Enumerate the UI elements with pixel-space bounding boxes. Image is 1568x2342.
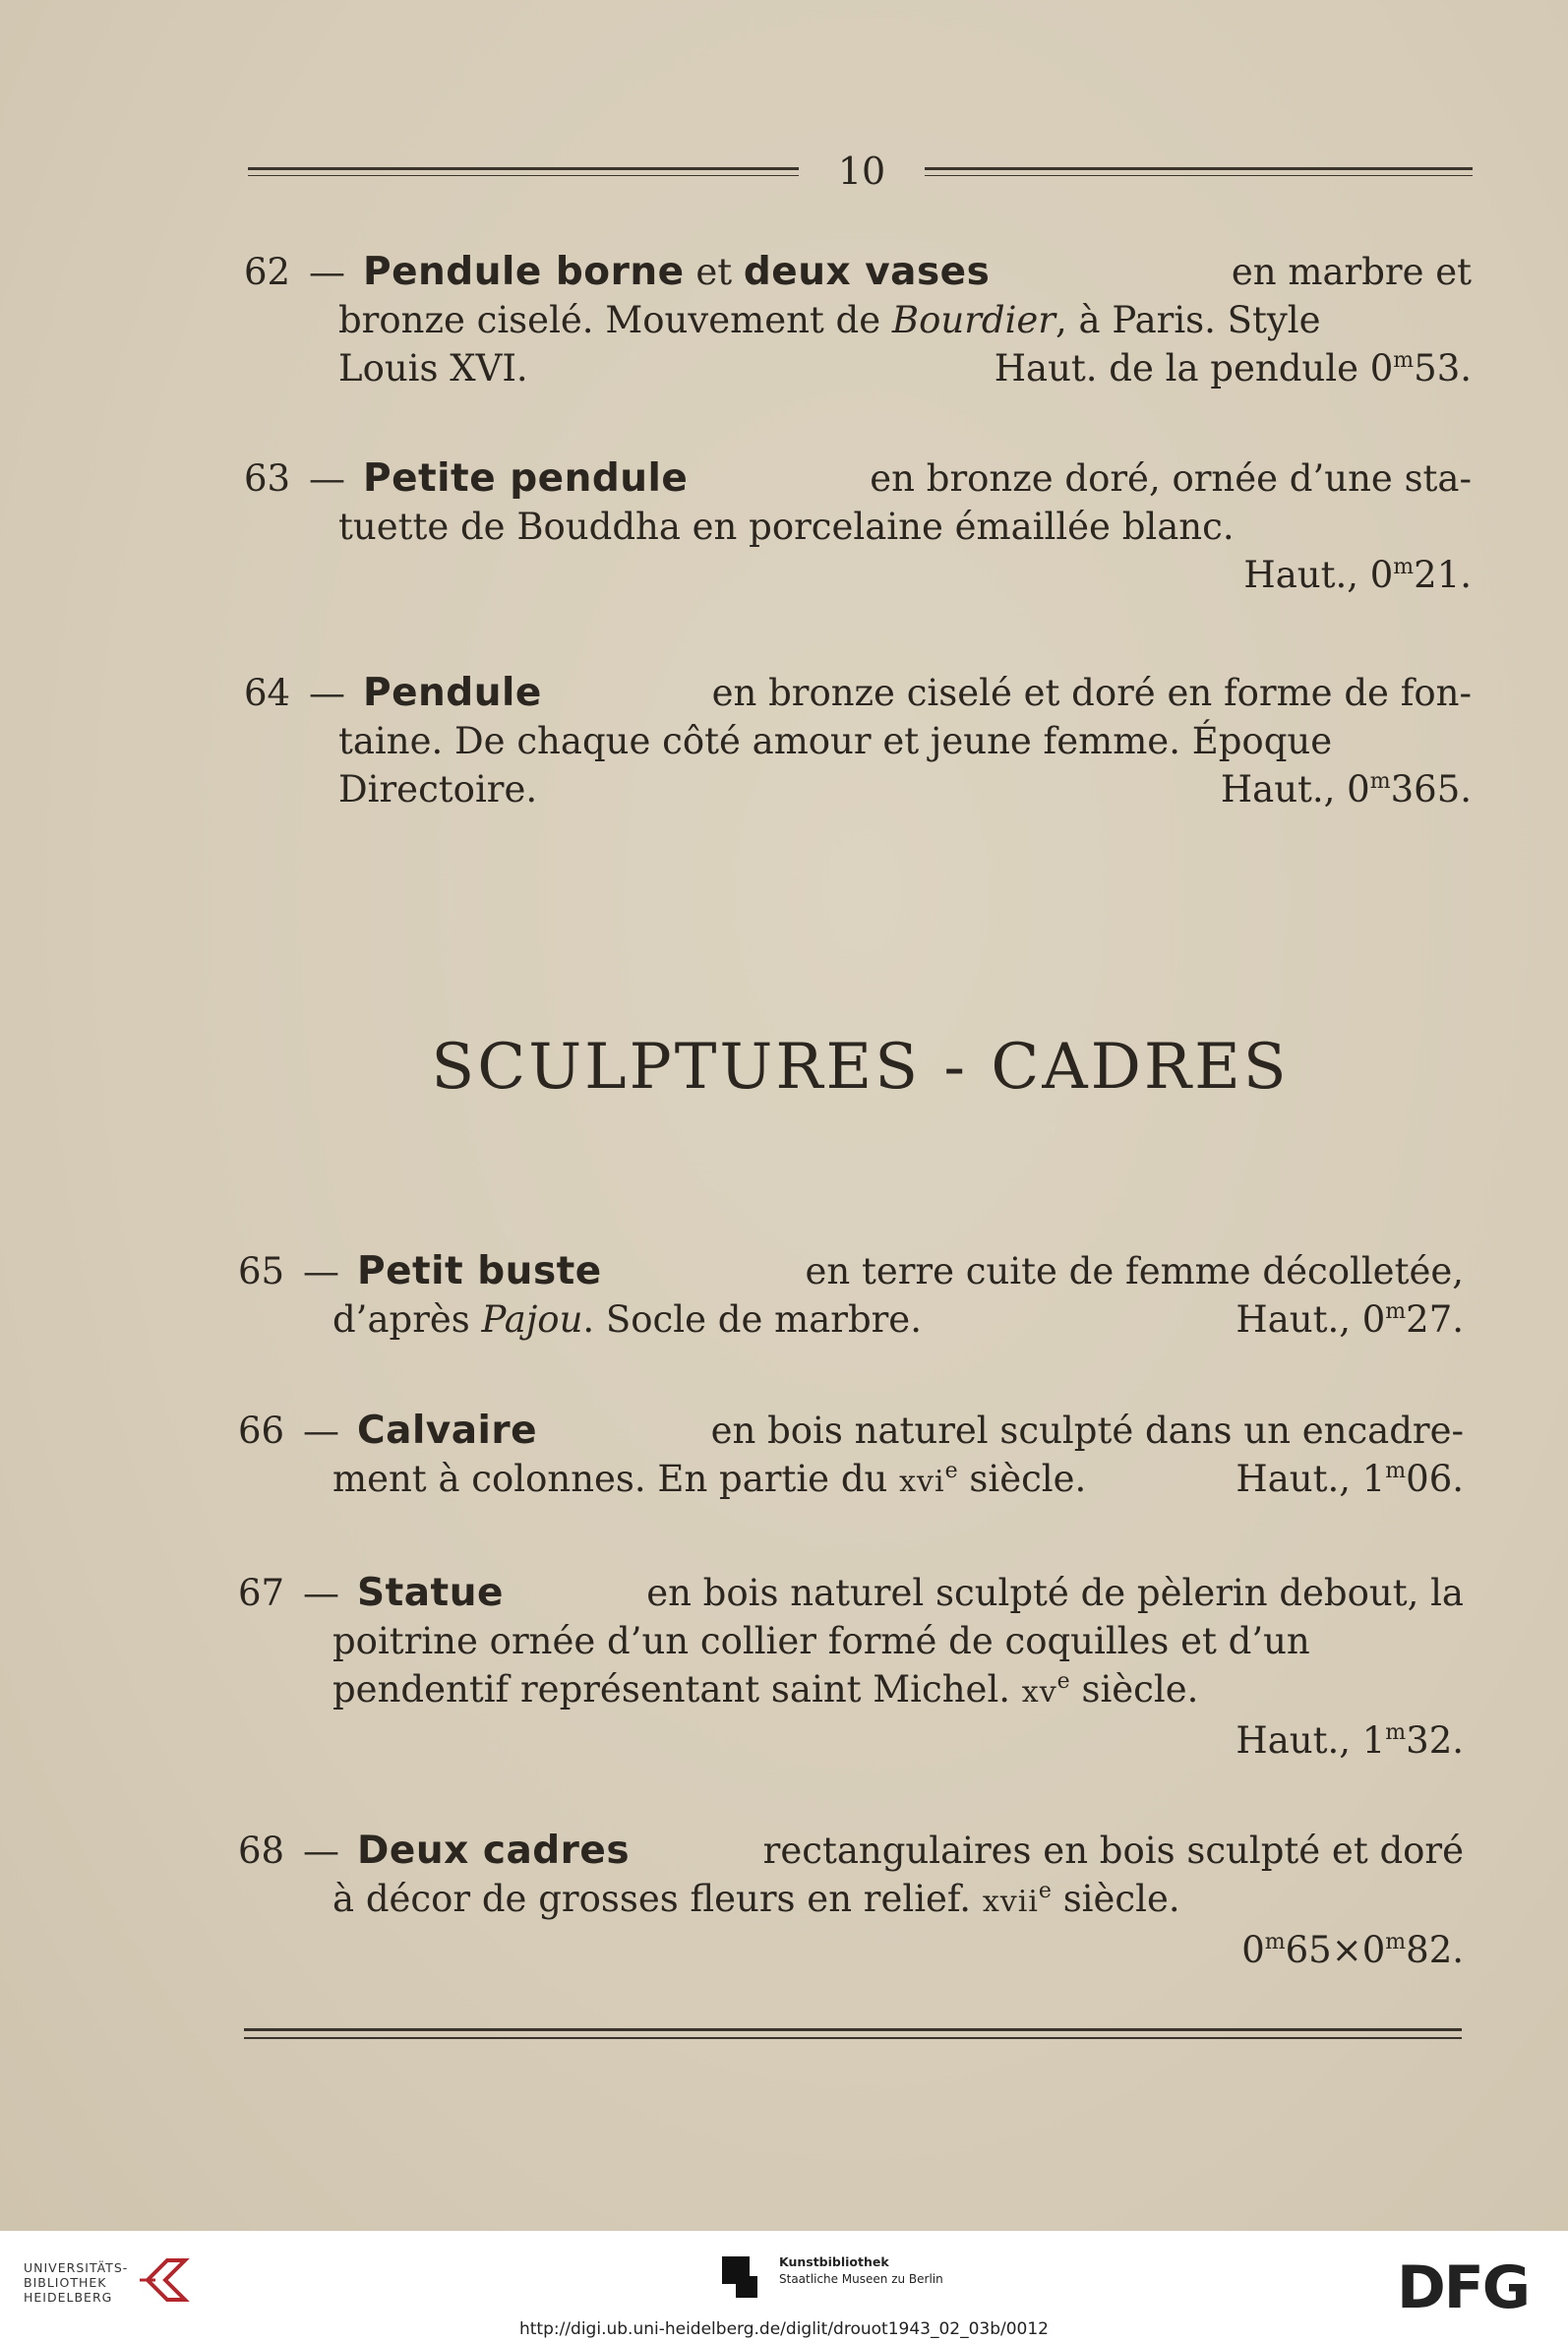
footer-rule [244,2028,1462,2039]
section-title: SCULPTURES - CADRES [431,1031,1290,1104]
header-rule-right [925,167,1473,176]
lot-64: 64 — Pendule en bronze ciselé et doré en forme de fon- taine. De chaque côté amour et jeune femme. Époque Directoire. Haut., 0$^m$365. [244,671,1472,811]
lot-65: 65 — Petit buste en terre cuite de femme décolletée, d’après Pajou. Socle de marbre. Haut., 0$^m$27. [238,1249,1464,1341]
ub-heidelberg-text: UNIVERSITÄTS- BIBLIOTHEK HEIDELBERG [24,2260,129,2305]
lot-67: 67 — Statue en bois naturel sculpté de pèlerin debout, la poitrine ornée d’un collier formé de coquilles et d’un pendentif représentant saint Michel. $xv^e$ siècle. Haut., 1$^m$32. [238,1571,1464,1762]
ub-heidelberg-logo-icon [138,2251,191,2310]
dfg-logo: DFG [1397,2253,1530,2322]
header-rule-left [248,167,799,176]
page-header [248,150,1473,193]
page-number: 10 [837,150,886,193]
lot-66: 66 — Calvaire en bois naturel sculpté dans un encadre- ment à colonnes. En partie du xvi$^e$ siècle. Haut., 1$^m$06. [238,1409,1464,1500]
kunstbibliothek-logo-icon [718,2252,761,2302]
lot-68: 68 — Deux cadres rectangulaires en bois sculpté et doré à décor de grosses fleurs en relief. xvii$^e$ siècle. $0^m65\times 0^m82$. [238,1829,1464,1971]
digitization-footer [0,2231,1568,2342]
lot-62: 62 — Pendule borne et deux vases en marbre et bronze ciselé. Mouvement de Bourdier, à Paris. Style Louis XVI. Haut. de la pendule 0$^m$53. [244,250,1472,390]
kunstbibliothek-text: Kunstbibliothek Staatliche Museen zu Berlin [779,2254,943,2286]
source-url[interactable]: http://digi.ub.uni-heidelberg.de/diglit/drouot1943_02_03b/0012 [518,2319,1050,2339]
lot-63: 63 — Petite pendule en bronze doré, ornée d’une sta- tuette de Bouddha en porcelaine émaillée blanc. Haut., 0$^m$21. [244,456,1472,596]
